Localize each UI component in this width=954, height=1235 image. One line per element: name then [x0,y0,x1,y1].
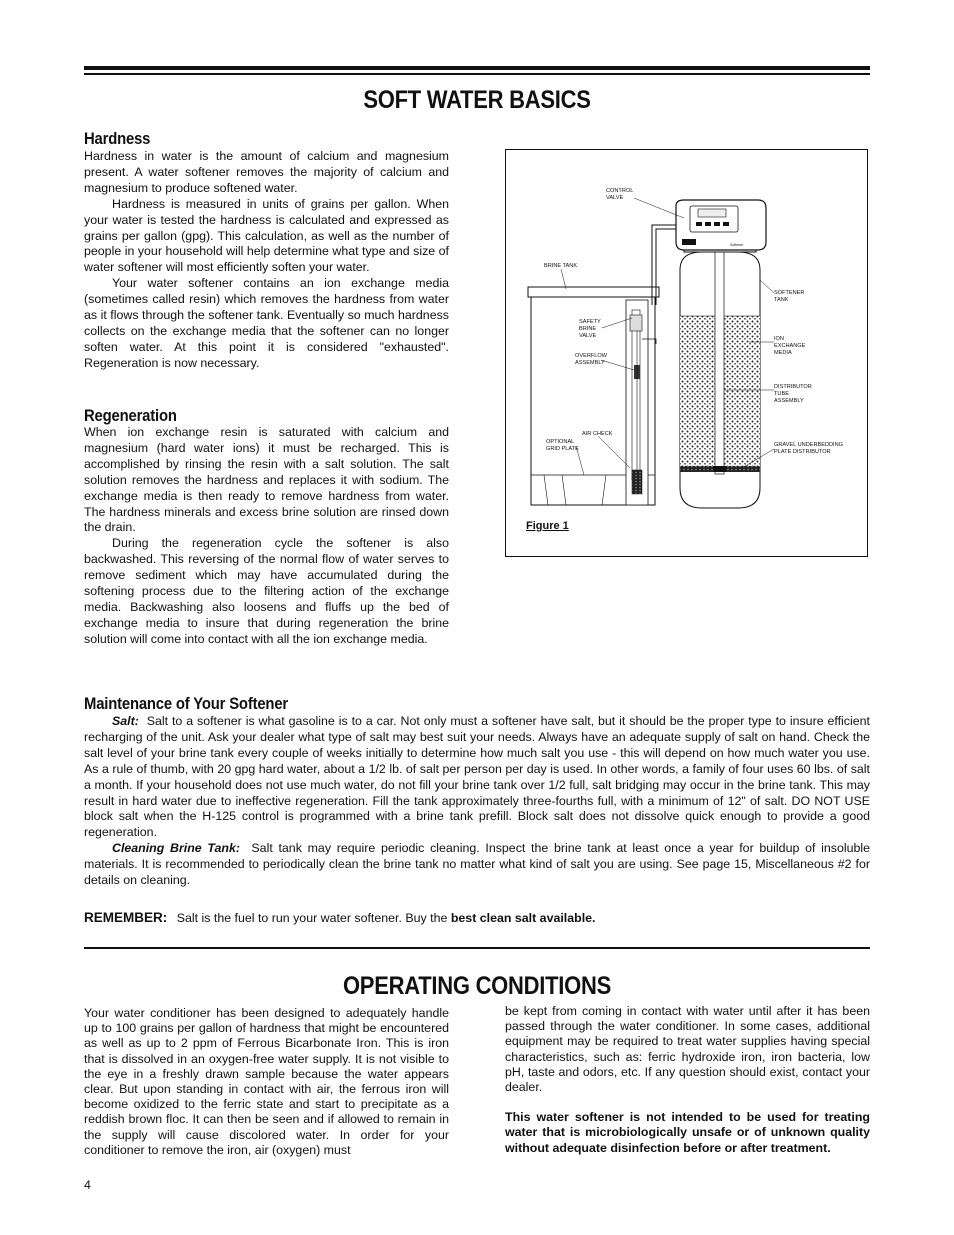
regeneration-p2: During the regeneration cycle the softener is also backwashed. This reversing of the normal flow of water serves to remove sediment which may have accumulated during the softening process due to the filtering action of the exchange media. Backwashing also loosens and fluffs up the bed of exchange media to insure that during regeneration the brine solution will come into contact with all the ion exchange media. [84,536,449,646]
hardness-p3: Your water softener contains an ion exchange media (sometimes called resin) which removes the hardness from water as it flows through the softener tank. Eventually so much hardness collects on the exchange media that the softener can no longer soften water. At this point it is considered "exhausted". Regeneration is now necessary. [84,276,449,370]
hardness-p2: Hardness is measured in units of grains per gallon. When your water is tested the hardness is calculated and expressed as grains per gallon (gpg). This calculation, as well as the number of people in your household will help determine what type and size of water softener will most efficiently soften your water. [84,196,449,275]
label-overflow-2: ASSEMBLY [575,360,605,366]
label-softener-1: SOFTENER [774,290,805,296]
operating-right [505,1004,870,1156]
remember-key: REMEMBER: [84,910,168,925]
label-softener-2: TANK [774,297,789,303]
hardness-body [84,149,449,372]
operating-warning: This water softener is not intended to be used for treating water that is microbiologically unsafe or of unknown quality without adequate disinfection before or after treatment. [505,1110,870,1155]
regeneration-body [84,425,449,648]
label-safety-3: VALVE [579,333,597,339]
cleaning-lead: Cleaning Brine Tank: [112,841,240,856]
maintenance-heading: Maintenance of Your Softener [84,695,289,713]
salt-text: Salt to a softener is what gasoline is to a car. Not only must a softener have salt, but it should be the proper type to insure efficient recharging of the unit. Ask your dealer what type of salt may best suit your needs. Always have an adequate supply of salt on hand. Check the salt level of your brine tank every couple of weeks initially to determine how much salt you use - this will depend on how much water you use. As a rule of thumb, with 20 gpg hard water, about a 1/2 lb. of salt per person per day is used. In other words, a family of four uses 60 lbs. of salt a month. If your household does not use much water, do not fill your brine tank over 1/2 full, salt bridging may occur in the brine tank. This may result in hard water due to ineffective regeneration. Fill the tank approximately three-fourths full, with a minimum of 12" of salt. DO NOT USE block salt when the H-125 control is programmed with a brine tank prefill. Block salt does not dissolve quick enough to provide a good regeneration. [84,714,870,840]
operating-left-text: Your water conditioner has been designed to adequately handle up to 100 grains per gallon of hardness that might be encountered as well as up to 2 ppm of Ferrous Bicarbonate Iron. This is iron that is dissolved in an oxygen-free water supply. It is not visible to the eye in a freshly drawn sample because the water appears clear. But upon standing in contact with air, the ferrous iron will become oxidized to the ferric state and start to precipitate as a reddish brown floc. It can then be seen and if allowed to remain in the supply will cause discolored water. In order for your conditioner to remove the iron, air (oxygen) must [84,1006,449,1157]
page-number: 4 [84,1178,91,1192]
label-ion-2: EXCHANGE [774,343,806,349]
label-gravel-1: GRAVEL UNDERBEDDING [774,442,844,448]
regeneration-heading: Regeneration [84,407,177,425]
salt-lead: Salt: [112,714,139,728]
figure-1 [505,149,868,557]
operating-right-text: be kept from coming in contact with water until after it has been passed through the water conditioner. In some cases, additional equipment may be required to treat water supplies having special characteristics, such as: ferric hydroxide iron, iron bacteria, low pH, taste and odors, etc. If any question should exist, contact your dealer. [505,1004,870,1095]
label-control-valve-2: VALVE [606,195,624,201]
label-control-valve-1: CONTROL [606,188,634,194]
label-air-check: AIR CHECK [582,431,613,437]
figure-caption: Figure 1 [526,520,569,532]
label-dist-2: TUBE [774,391,789,397]
regeneration-p1: When ion exchange resin is saturated with calcium and magnesium (hard water ions) it must be recharged. This is accomplished by rinsing the resin with a salt solution. The salt solution removes the hardness and replaces it with sodium. The exchange media is then ready to remove hardness from water. The hardness minerals and excess brine solution are rinsed down the drain. [84,425,449,535]
label-brine-tank: BRINE TANK [544,263,578,269]
control-valve-drawing [676,200,766,252]
label-dist-1: DISTRIBUTOR [774,384,812,390]
label-dist-3: ASSEMBLY [774,398,804,404]
top-rule-thick [84,66,870,70]
hardness-p1: Hardness in water is the amount of calcium and magnesium present. A water softener removes the majority of calcium and magnesium to produce softened water. [84,149,449,195]
label-ion-3: MEDIA [774,350,792,356]
label-grid-2: GRID PLATE [546,446,579,452]
label-gravel-2: PLATE DISTRIBUTOR [774,449,831,455]
remember-bold: best clean salt available. [450,911,596,925]
remember-line [84,910,595,925]
label-safety-1: SAFETY [579,319,601,325]
softener-tank-drawing [680,252,760,508]
label-grid-1: OPTIONAL [546,439,575,445]
svg-text:Softener: Softener [730,243,744,247]
middle-rule [84,947,870,949]
operating-left [84,1006,449,1158]
maintenance-body [84,714,870,889]
top-rule-thin [84,73,870,75]
cleaning-text: Salt tank may require periodic cleaning. Inspect the brine tank at least once a year for buildup of insoluble materials. It is recommended to periodically clean the brine tank no matter what kind of salt you are using. See page 15, Miscellaneous #2 for details on cleaning. [84,841,871,888]
label-overflow-1: OVERFLOW [575,353,608,359]
hardness-heading: Hardness [84,130,151,148]
operating-title: OPERATING CONDITIONS [342,972,612,1000]
cleaning-paragraph [84,841,870,889]
label-safety-2: BRINE [579,326,597,332]
softener-diagram [506,150,869,558]
salt-paragraph [84,714,870,841]
soft-water-title: SOFT WATER BASICS [363,86,591,114]
remember-text: Salt is the fuel to run your water softener. Buy the [176,911,448,925]
label-ion-1: ION [774,336,784,342]
